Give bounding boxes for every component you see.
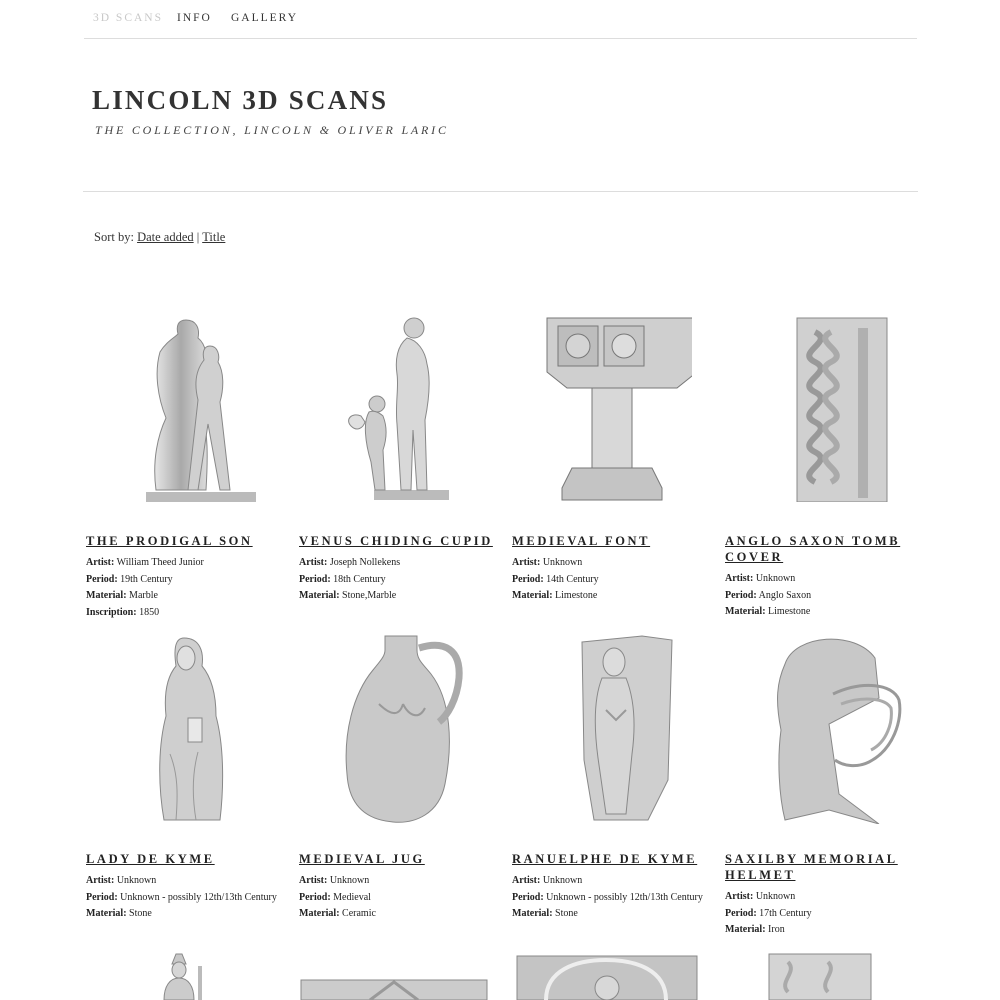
scan-meta: Artist: Unknown Period: 17th Century Material: Iron <box>725 891 812 935</box>
effigy-lady-icon[interactable] <box>106 634 266 824</box>
helmet-icon[interactable] <box>745 634 905 824</box>
site-header <box>83 39 918 192</box>
site-title[interactable]: LINCOLN 3D SCANS <box>92 85 389 115</box>
nav-item-gallery[interactable]: GALLERY <box>231 12 299 24</box>
scan-title-link[interactable]: ANGLO SAXON TOMB COVER <box>725 534 901 564</box>
top-nav <box>84 0 917 39</box>
scan-title-link[interactable]: LADY DE KYME <box>86 852 215 866</box>
nav-item-info[interactable]: INFO <box>177 12 212 24</box>
scan-meta: Artist: William Theed Junior Period: 19th Century Material: Marble Inscription: 1850 <box>86 557 204 618</box>
scan-meta: Artist: Unknown Period: Unknown - possibly 12th/13th Century Material: Stone <box>86 875 277 919</box>
statue-venus-icon[interactable] <box>319 312 479 502</box>
tomb-slab-icon[interactable] <box>745 312 905 502</box>
bishop-statue-icon[interactable] <box>150 952 210 1000</box>
scan-title-link[interactable]: SAXILBY MEMORIAL HELMET <box>725 852 898 882</box>
stone-slab-icon[interactable] <box>768 952 872 1000</box>
scan-meta: Artist: Unknown Period: Medieval Material: Ceramic <box>299 875 376 919</box>
carved-stone-icon[interactable] <box>300 952 488 1000</box>
effigy-slab-icon[interactable] <box>532 634 692 824</box>
font-basin-icon[interactable] <box>532 312 692 502</box>
scan-title-link[interactable]: MEDIEVAL JUG <box>299 852 425 866</box>
scan-title-link[interactable]: MEDIEVAL FONT <box>512 534 651 548</box>
sort-bar <box>94 230 225 245</box>
nav-item-3d-scans[interactable]: 3D SCANS <box>93 12 164 24</box>
scan-meta: Artist: Unknown Period: Anglo Saxon Material: Limestone <box>725 573 812 617</box>
tracery-panel-icon[interactable] <box>516 952 698 1000</box>
jug-icon[interactable] <box>319 634 479 824</box>
statue-figures-icon[interactable] <box>106 312 266 502</box>
site-subtitle: THE COLLECTION, LINCOLN & OLIVER LARIC <box>95 123 449 137</box>
sort-title-link[interactable]: Title <box>202 230 226 244</box>
sort-date-added-link[interactable]: Date added <box>137 230 194 244</box>
scan-title-link[interactable]: RANUELPHE DE KYME <box>512 852 698 866</box>
scan-meta: Artist: Unknown Period: 14th Century Material: Limestone <box>512 557 599 601</box>
sort-label: Sort by: <box>94 230 134 244</box>
scan-title-link[interactable]: VENUS CHIDING CUPID <box>299 534 493 548</box>
scan-title-link[interactable]: THE PRODIGAL SON <box>86 534 253 548</box>
scan-meta: Artist: Unknown Period: Unknown - possibly 12th/13th Century Material: Stone <box>512 875 703 919</box>
scan-meta: Artist: Joseph Nollekens Period: 18th Century Material: Stone,Marble <box>299 557 401 601</box>
sort-separator: | <box>196 230 200 244</box>
